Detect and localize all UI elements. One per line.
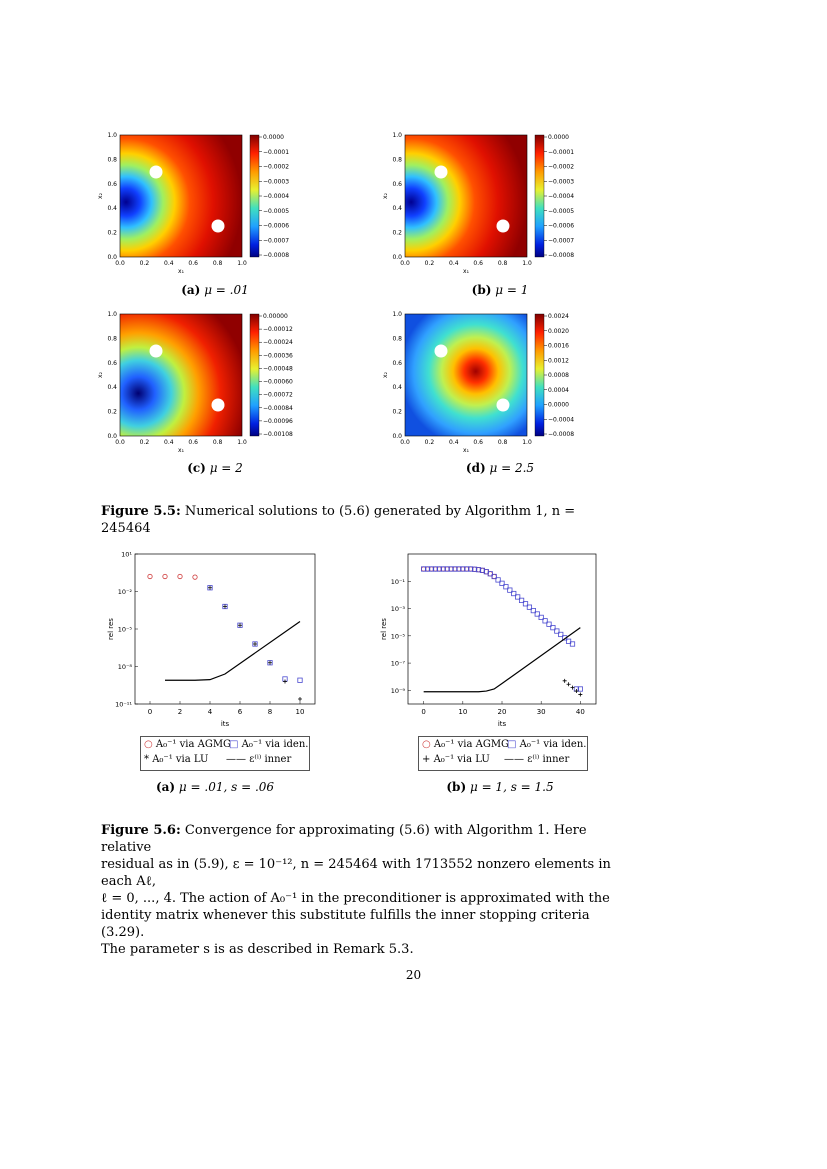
colorbar-label: −0.00036	[263, 352, 293, 360]
x-tick-label: 0	[421, 708, 426, 716]
colorbar-label: −0.0008	[548, 252, 575, 259]
x-tick-label: 1.0	[522, 260, 532, 267]
x-tick-label: 0.6	[188, 260, 198, 267]
legend-item-iden: □ A₀⁻¹ via iden.	[507, 739, 587, 750]
legend-item-inner: —— ε⁽ⁱ⁾ inner	[504, 754, 570, 765]
x-tick-label: 0.8	[212, 439, 223, 446]
colorbar-labels	[259, 313, 293, 438]
colorbar-label: 0.0024	[548, 313, 569, 320]
hole-circle	[435, 345, 448, 358]
colorbar-label: −0.0002	[263, 163, 290, 171]
colorbar-label: −0.0006	[548, 222, 575, 230]
colorbar-label: −0.0008	[548, 431, 575, 438]
colorbar-label: −0.0001	[263, 148, 290, 156]
colorbar-label: −0.00084	[263, 404, 293, 412]
x-axis-label: x₁	[463, 268, 469, 275]
colorbar-label: −0.00072	[263, 391, 293, 399]
legend-item-agmg: ○ A₀⁻¹ via AGMG	[422, 739, 510, 750]
y-tick-label: 0.2	[107, 229, 117, 237]
legend-item-lu: + A₀⁻¹ via LU	[422, 754, 490, 765]
y-axis-label: x₂	[382, 372, 389, 378]
legend-item-lu: * A₀⁻¹ via LU	[144, 754, 209, 765]
y-tick-label: 0.2	[392, 408, 402, 416]
x-tick-label: 0.8	[212, 260, 223, 267]
hole-circle	[435, 166, 448, 179]
x-tick-label: 0.4	[164, 260, 174, 267]
colorbar-label: −0.00096	[263, 417, 293, 425]
agmg-point	[193, 575, 197, 579]
hole-circle	[212, 399, 225, 412]
x-tick-label: 10	[295, 708, 305, 716]
y-tick-label: 0.6	[392, 359, 402, 367]
colorbar-label: 0.0000	[263, 134, 284, 141]
x-tick-label: 0.2	[424, 439, 435, 446]
hole-circle	[497, 399, 510, 412]
y-tick-label: 0.8	[392, 335, 402, 343]
lu-point	[578, 692, 582, 696]
x-tick-label: 0.0	[400, 439, 410, 446]
colorbar-label: −0.0003	[548, 178, 575, 186]
hole-circle	[212, 220, 225, 233]
y-tick-label: 10⁻⁷	[390, 659, 405, 668]
x-tick-label: 2	[177, 708, 183, 716]
inner-tolerance-line	[424, 628, 581, 692]
x-tick-label: 40	[575, 708, 585, 716]
contour-plot-c	[95, 309, 295, 454]
y-tick-label: 10⁻¹¹	[115, 700, 132, 709]
y-tick-label: 10¹	[121, 550, 132, 559]
colorbar-label: −0.00060	[263, 378, 293, 386]
colorbar-label: −0.0007	[548, 237, 575, 245]
x-tick-label: 0.8	[497, 260, 508, 267]
subcaption-conv-a: (a) μ = .01, s = .06	[155, 780, 275, 794]
agmg-point	[163, 574, 167, 578]
y-tick-label: 10⁻³	[390, 605, 405, 614]
lu-point	[563, 679, 567, 683]
x-tick-label: 0.4	[164, 439, 174, 446]
y-axis-label: rel res	[380, 618, 388, 640]
x-axis-label: its	[497, 720, 507, 728]
lu-point	[223, 605, 227, 609]
colorbar-label: −0.0005	[548, 207, 575, 215]
legend-b	[418, 736, 588, 771]
y-tick-label: 0.4	[392, 384, 402, 392]
iden-point	[298, 678, 302, 682]
x-tick-label: 0.8	[497, 439, 508, 446]
x-axis-label: its	[220, 720, 230, 728]
figure-5-5-caption: Figure 5.5: Numerical solutions to (5.6) generated by Algorithm 1, n = 245464	[101, 504, 576, 536]
colorbar-label: 0.00000	[263, 313, 288, 320]
x-tick-label: 6	[237, 708, 243, 716]
y-tick-label: 10⁻²	[117, 588, 132, 596]
colorbar-label: −0.0004	[548, 416, 575, 424]
colorbar-label: −0.0004	[548, 193, 575, 200]
y-tick-label: 0.2	[107, 408, 117, 416]
subcaption-c: (c) μ = 2	[187, 461, 243, 475]
y-tick-label: 1.0	[107, 311, 117, 318]
y-tick-label: 0.2	[392, 229, 402, 237]
x-axis-label: x₁	[178, 268, 184, 275]
convergence-chart-a	[105, 548, 320, 728]
x-tick-label: 0.0	[115, 260, 125, 267]
x-tick-label: 0.0	[400, 260, 410, 267]
colorbar-label: −0.00048	[263, 365, 293, 373]
lu-point	[268, 661, 272, 665]
y-tick-label: 0.0	[107, 433, 117, 440]
x-tick-label: 1.0	[522, 439, 532, 446]
lu-point	[283, 680, 287, 684]
colorbar-label: −0.0006	[263, 222, 290, 230]
lu-point	[238, 623, 242, 627]
colorbar-labels	[544, 313, 574, 438]
subcaption-conv-b: (b) μ = 1, s = 1.5	[446, 780, 554, 794]
x-tick-label: 20	[497, 708, 507, 716]
colorbar-label: 0.0012	[548, 357, 569, 365]
contour-plot-b	[380, 130, 580, 275]
y-tick-label: 10⁻⁵	[117, 625, 132, 634]
colorbar-label: −0.00108	[263, 431, 293, 438]
legend-a	[140, 736, 310, 771]
y-tick-label: 0.8	[107, 156, 117, 164]
y-tick-label: 10⁻⁹	[390, 686, 405, 695]
x-axis-label: x₁	[178, 447, 184, 454]
colorbar-label: −0.0003	[263, 178, 290, 186]
y-tick-label: 0.6	[107, 180, 117, 188]
x-axis-label: x₁	[463, 447, 469, 454]
colorbar-label: −0.0001	[548, 148, 575, 156]
hole-circle	[497, 220, 510, 233]
y-tick-label: 1.0	[392, 132, 402, 139]
y-tick-label: 0.0	[392, 254, 402, 261]
colorbar-label: −0.00012	[263, 326, 293, 334]
convergence-chart-b	[378, 548, 603, 728]
y-axis-label: x₂	[382, 193, 389, 199]
subcaption-b: (b) μ = 1	[471, 283, 529, 297]
x-tick-label: 30	[536, 708, 546, 716]
y-tick-label: 10⁻¹	[390, 577, 405, 586]
x-tick-label: 4	[207, 708, 213, 716]
y-axis-label: x₂	[97, 193, 104, 199]
y-tick-label: 0.8	[107, 335, 117, 343]
lu-point	[298, 697, 302, 701]
colorbar-label: 0.0020	[548, 327, 569, 335]
y-tick-label: 10⁻⁸	[117, 663, 132, 671]
y-tick-label: 0.8	[392, 156, 402, 164]
colorbar-label: 0.0008	[548, 372, 569, 379]
x-tick-label: 8	[267, 708, 273, 716]
colorbar-label: −0.0002	[548, 163, 575, 171]
x-tick-label: 0.4	[449, 439, 459, 446]
hole-circle	[150, 345, 163, 358]
y-tick-label: 10⁻⁵	[390, 632, 405, 641]
colorbar-label: −0.0004	[263, 193, 290, 200]
colorbar-label: 0.0000	[548, 134, 569, 141]
y-tick-label: 1.0	[392, 311, 402, 318]
subcaption-a: (a) μ = .01	[181, 283, 249, 297]
x-tick-label: 0.0	[115, 439, 125, 446]
colorbar-labels	[259, 134, 289, 259]
legend-item-agmg: ○ A₀⁻¹ via AGMG	[144, 739, 232, 750]
x-tick-label: 0.2	[424, 260, 435, 267]
y-tick-label: 0.4	[392, 205, 402, 213]
lu-point	[208, 586, 212, 590]
page-number: 20	[405, 968, 422, 982]
y-tick-label: 0.0	[392, 433, 402, 440]
x-tick-label: 10	[458, 708, 468, 716]
lu-point	[253, 642, 257, 646]
y-tick-label: 0.6	[107, 359, 117, 367]
y-tick-label: 0.0	[107, 254, 117, 261]
subcaption-d: (d) μ = 2.5	[465, 461, 535, 475]
x-tick-label: 0.2	[139, 260, 150, 267]
contour-plot-d	[380, 309, 580, 454]
plot-frame	[408, 554, 596, 704]
x-tick-label: 0.6	[473, 260, 483, 267]
y-tick-label: 1.0	[107, 132, 117, 139]
legend-item-iden: □ A₀⁻¹ via iden.	[229, 739, 309, 750]
colorbar-label: 0.0016	[548, 342, 569, 350]
plot-frame	[135, 554, 315, 704]
colorbar-label: −0.00024	[263, 339, 293, 347]
x-tick-label: 0.6	[473, 439, 483, 446]
agmg-point	[178, 574, 182, 578]
hole-circle	[150, 166, 163, 179]
figure-5-6-caption: Figure 5.6: Convergence for approximating (5.6) with Algorithm 1. Here relative residual as in (5.9), ε = 10⁻¹², n = 245464 with 1713552 nonzero elements in each Aℓ, ℓ = 0, ..., 4. The action of A₀⁻¹ in the preconditioner is approximated with the identity matrix whenever this substitute fulfills the inner stopping criteria (3.29). The parameter s is as described in Remark 5.3.	[101, 823, 611, 957]
x-tick-label: 1.0	[237, 439, 247, 446]
y-axis-label: rel res	[107, 618, 115, 640]
y-tick-label: 0.4	[107, 205, 117, 213]
lu-point	[567, 682, 571, 686]
x-tick-label: 1.0	[237, 260, 247, 267]
colorbar-label: 0.0000	[548, 401, 569, 409]
y-tick-label: 0.6	[392, 180, 402, 188]
x-tick-label: 0	[147, 708, 153, 716]
inner-tolerance-line	[165, 622, 300, 681]
x-tick-label: 0.6	[188, 439, 198, 446]
colorbar-label: −0.0008	[263, 252, 290, 259]
x-tick-label: 0.2	[139, 439, 150, 446]
colorbar-labels	[544, 134, 574, 259]
colorbar-label: −0.0007	[263, 237, 290, 245]
y-tick-label: 0.4	[107, 384, 117, 392]
x-tick-label: 0.4	[449, 260, 459, 267]
colorbar-label: −0.0005	[263, 207, 290, 215]
colorbar-label: 0.0004	[548, 386, 569, 394]
y-axis-label: x₂	[97, 372, 104, 378]
legend-item-inner: —— ε⁽ⁱ⁾ inner	[226, 754, 292, 765]
agmg-point	[148, 574, 152, 578]
contour-plot-a	[95, 130, 295, 275]
